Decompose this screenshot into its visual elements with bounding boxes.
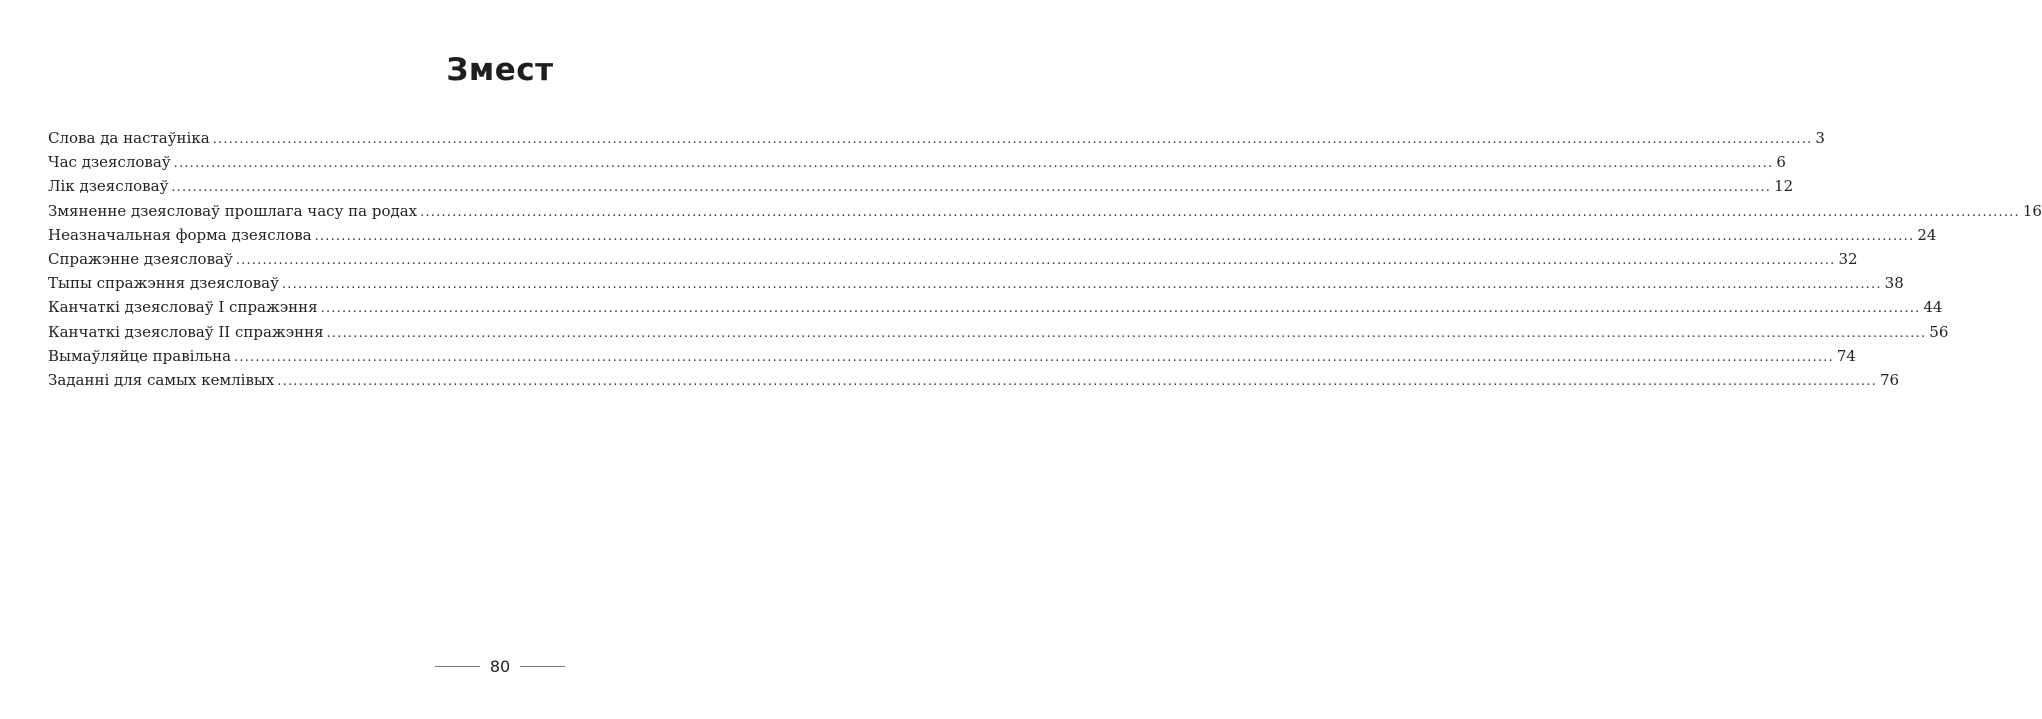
toc-entry-page: 56 [1929, 322, 1949, 341]
toc-entry[interactable] [48, 223, 1937, 247]
footer-rule-left [435, 666, 480, 667]
toc-entry[interactable] [48, 199, 2042, 223]
table-of-contents [48, 126, 2042, 392]
dot-leader: ............................................................................................................................................................................................................................................................................................................ [320, 301, 1921, 317]
page-footer [0, 657, 1000, 676]
dot-leader: ............................................................................................................................................................................................................................................................................................................ [173, 156, 1774, 172]
toc-entry-page: 38 [1884, 274, 1904, 293]
toc-entry[interactable] [48, 150, 1786, 174]
dot-leader: ............................................................................................................................................................................................................................................................................................................ [234, 349, 1834, 365]
toc-entry-title: Тыпы спражэння дзеясловаў [48, 274, 279, 293]
toc-entry-title: Час дзеясловаў [48, 153, 171, 172]
toc-entry-title: Лік дзеясловаў [48, 177, 169, 196]
toc-entry[interactable] [48, 126, 1825, 150]
toc-entry[interactable] [48, 271, 1904, 295]
toc-entry-title: Заданні для самых кемлівых [48, 370, 275, 389]
dot-leader: ............................................................................................................................................................................................................................................................................................................ [314, 228, 1915, 244]
toc-entry-page: 12 [1774, 177, 1794, 196]
toc-entry-page: 3 [1815, 129, 1825, 147]
dot-leader: ............................................................................................................................................................................................................................................................................................................ [171, 180, 1772, 196]
dot-leader: ............................................................................................................................................................................................................................................................................................................ [326, 325, 1927, 341]
toc-entry-title: Слова да настаўніка [48, 129, 210, 147]
toc-entry-title: Змяненне дзеясловаў прошлага часу па родах [48, 201, 418, 220]
dot-leader: ............................................................................................................................................................................................................................................................................................................ [212, 132, 1813, 147]
dot-leader: ............................................................................................................................................................................................................................................................................................................ [235, 252, 1836, 268]
toc-entry-title: Вымаўляйце правільна [48, 346, 232, 365]
toc-entry-title: Спражэнне дзеясловаў [48, 249, 233, 268]
toc-entry-page: 16 [2022, 201, 2042, 220]
page-number: 80 [489, 657, 511, 676]
page-title: Змест [446, 52, 554, 88]
toc-entry-page: 76 [1880, 370, 1900, 389]
dot-leader: ............................................................................................................................................................................................................................................................................................................ [420, 204, 2020, 220]
toc-entry[interactable] [48, 295, 1943, 319]
footer-rule-right [520, 666, 565, 667]
toc-entry[interactable] [48, 368, 1900, 392]
toc-entry-title: Канчаткі дзеясловаў II спражэння [48, 322, 324, 341]
toc-entry-page: 32 [1838, 249, 1858, 268]
toc-entry-page: 44 [1923, 298, 1943, 317]
toc-entry-page: 74 [1836, 346, 1856, 365]
toc-entry-page: 24 [1917, 225, 1937, 244]
toc-entry-title: Неазначальная форма дзеяслова [48, 225, 312, 244]
toc-entry[interactable] [48, 247, 1858, 271]
toc-entry[interactable] [48, 174, 1794, 198]
dot-leader: ............................................................................................................................................................................................................................................................................................................ [281, 277, 1882, 293]
toc-entry[interactable] [48, 320, 1949, 344]
dot-leader: ............................................................................................................................................................................................................................................................................................................ [277, 373, 1877, 389]
toc-entry[interactable] [48, 344, 1856, 368]
toc-entry-page: 6 [1776, 153, 1786, 172]
toc-entry-title: Канчаткі дзеясловаў I спражэння [48, 298, 318, 317]
